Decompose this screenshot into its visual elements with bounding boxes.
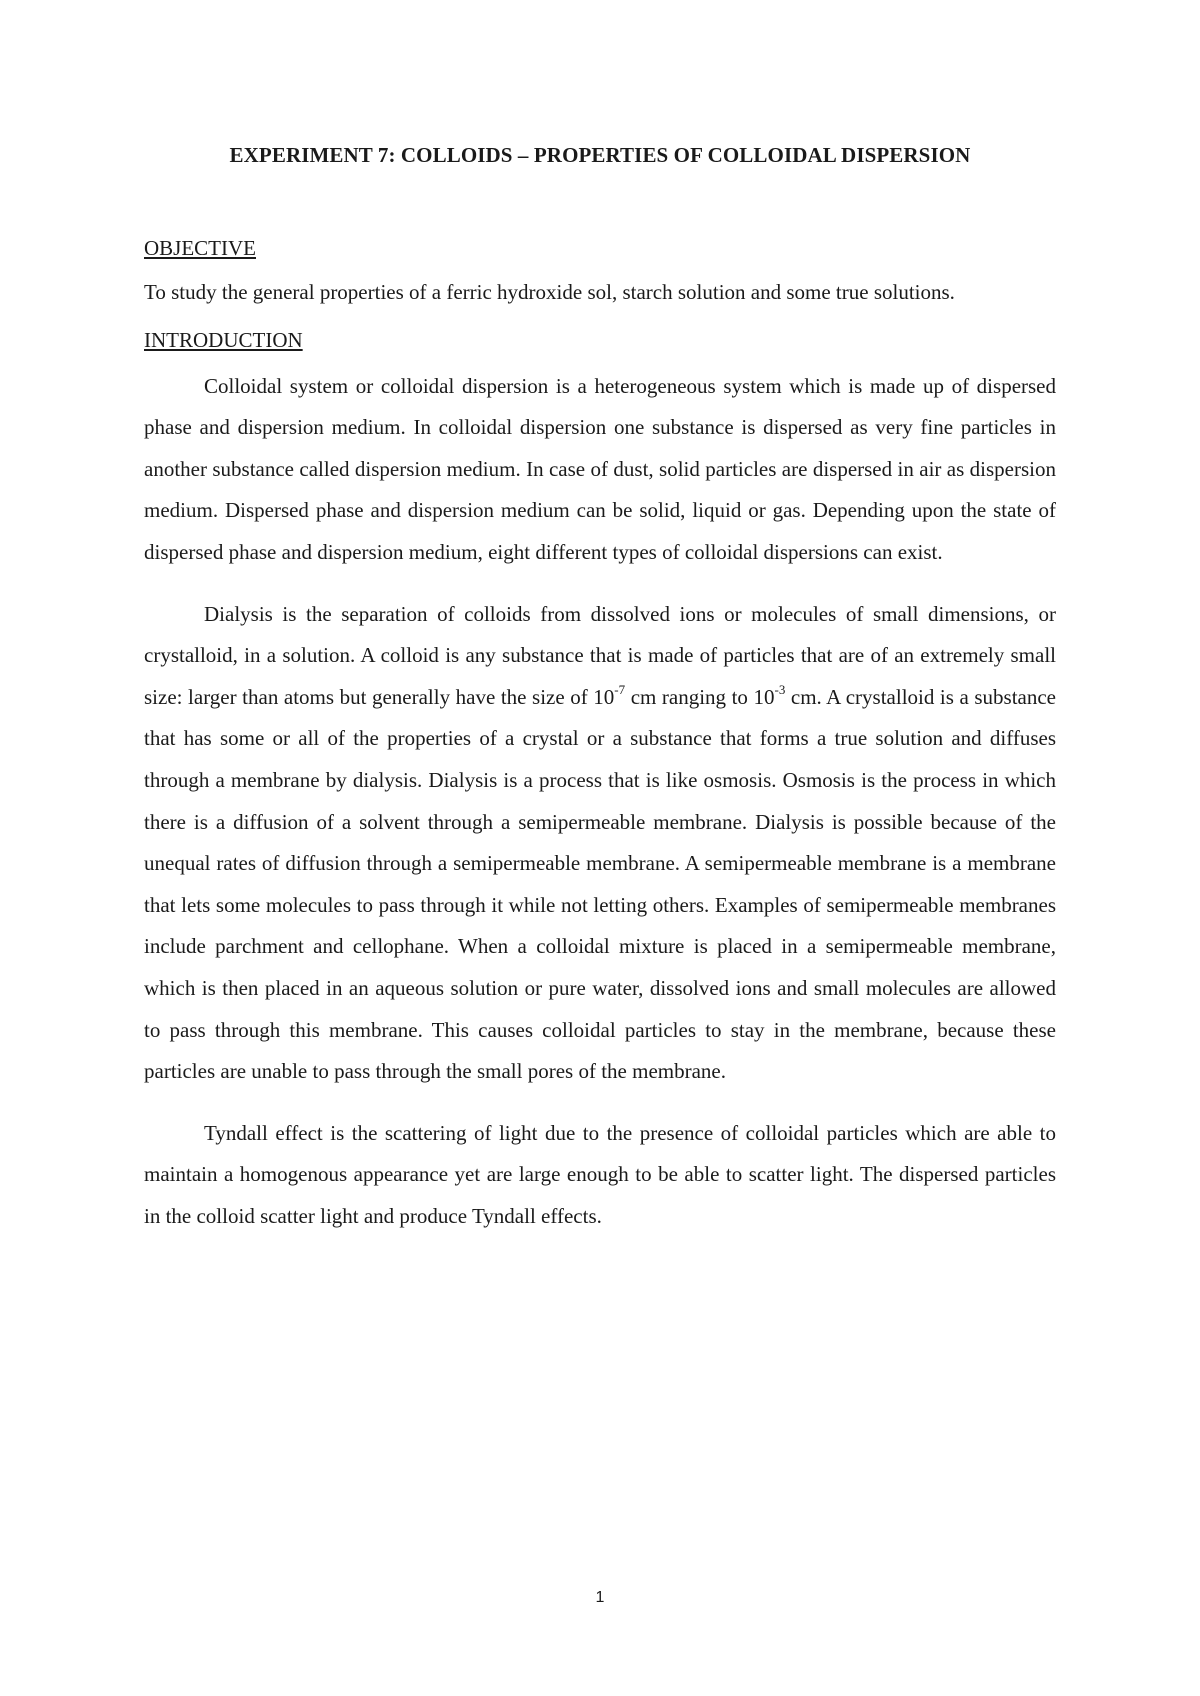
document-title: EXPERIMENT 7: COLLOIDS – PROPERTIES OF COLLOIDAL DISPERSION	[229, 143, 971, 167]
introduction-paragraph-2	[144, 594, 1056, 1093]
objective-text: To study the general properties of a ferric hydroxide sol, starch solution and some true solutions.	[144, 280, 955, 304]
document-body	[144, 232, 1056, 1237]
paragraph-2-text-part-2: cm ranging to 10	[625, 684, 775, 709]
exponent-minus-7: -7	[614, 681, 626, 697]
paragraph-2-text-part-3: cm. A crystalloid is a substance that has some or all of the properties of a crystal or a substance that forms a true solution and diffuses through a membrane by dialysis. Dialysis is a process that is like osmosis. Osmosis is the process in which there is a diffusion of a solvent through a semipermeable membrane. Dialysis is possible because of the unequal rates of diffusion through a semipermeable membrane. A semipermeable membrane is a membrane that lets some molecules to pass through it while not letting others. Examples of semipermeable membranes include parchment and cellophane. When a colloidal mixture is placed in a semipermeable membrane, which is then placed in an aqueous solution or pure water, dissolved ions and small molecules are allowed to pass through this membrane. This causes colloidal particles to stay in the membrane, because these particles are unable to pass through the small pores of the membrane.	[144, 684, 1057, 1084]
objective-heading: OBJECTIVE	[144, 236, 256, 260]
paragraph-2-text-part-1: Dialysis is the separation of colloids from dissolved ions or molecules of small dimensions, or crystalloid, in a solution. A colloid is any substance that is made of particles that are of an extremely small size: larger than atoms but generally have the size of 10	[144, 601, 1056, 709]
exponent-minus-3: -3	[774, 681, 786, 697]
introduction-paragraph-3: Tyndall effect is the scattering of light due to the presence of colloidal particles which are able to maintain a homogenous appearance yet are large enough to be able to scatter light. The dispersed particles in the colloid scatter light and produce Tyndall effects.	[144, 1120, 1056, 1228]
introduction-heading: INTRODUCTION	[144, 327, 303, 352]
page-number: 1	[595, 1589, 605, 1606]
introduction-paragraph-1: Colloidal system or colloidal dispersion is a heterogeneous system which is made up of dispersed phase and dispersion medium. In colloidal dispersion one substance is dispersed as very fine particles in another substance called dispersion medium. In case of dust, solid particles are dispersed in air as dispersion medium. Dispersed phase and dispersion medium can be solid, liquid or gas. Depending upon the state of dispersed phase and dispersion medium, eight different types of colloidal dispersions can exist.	[144, 373, 1056, 564]
